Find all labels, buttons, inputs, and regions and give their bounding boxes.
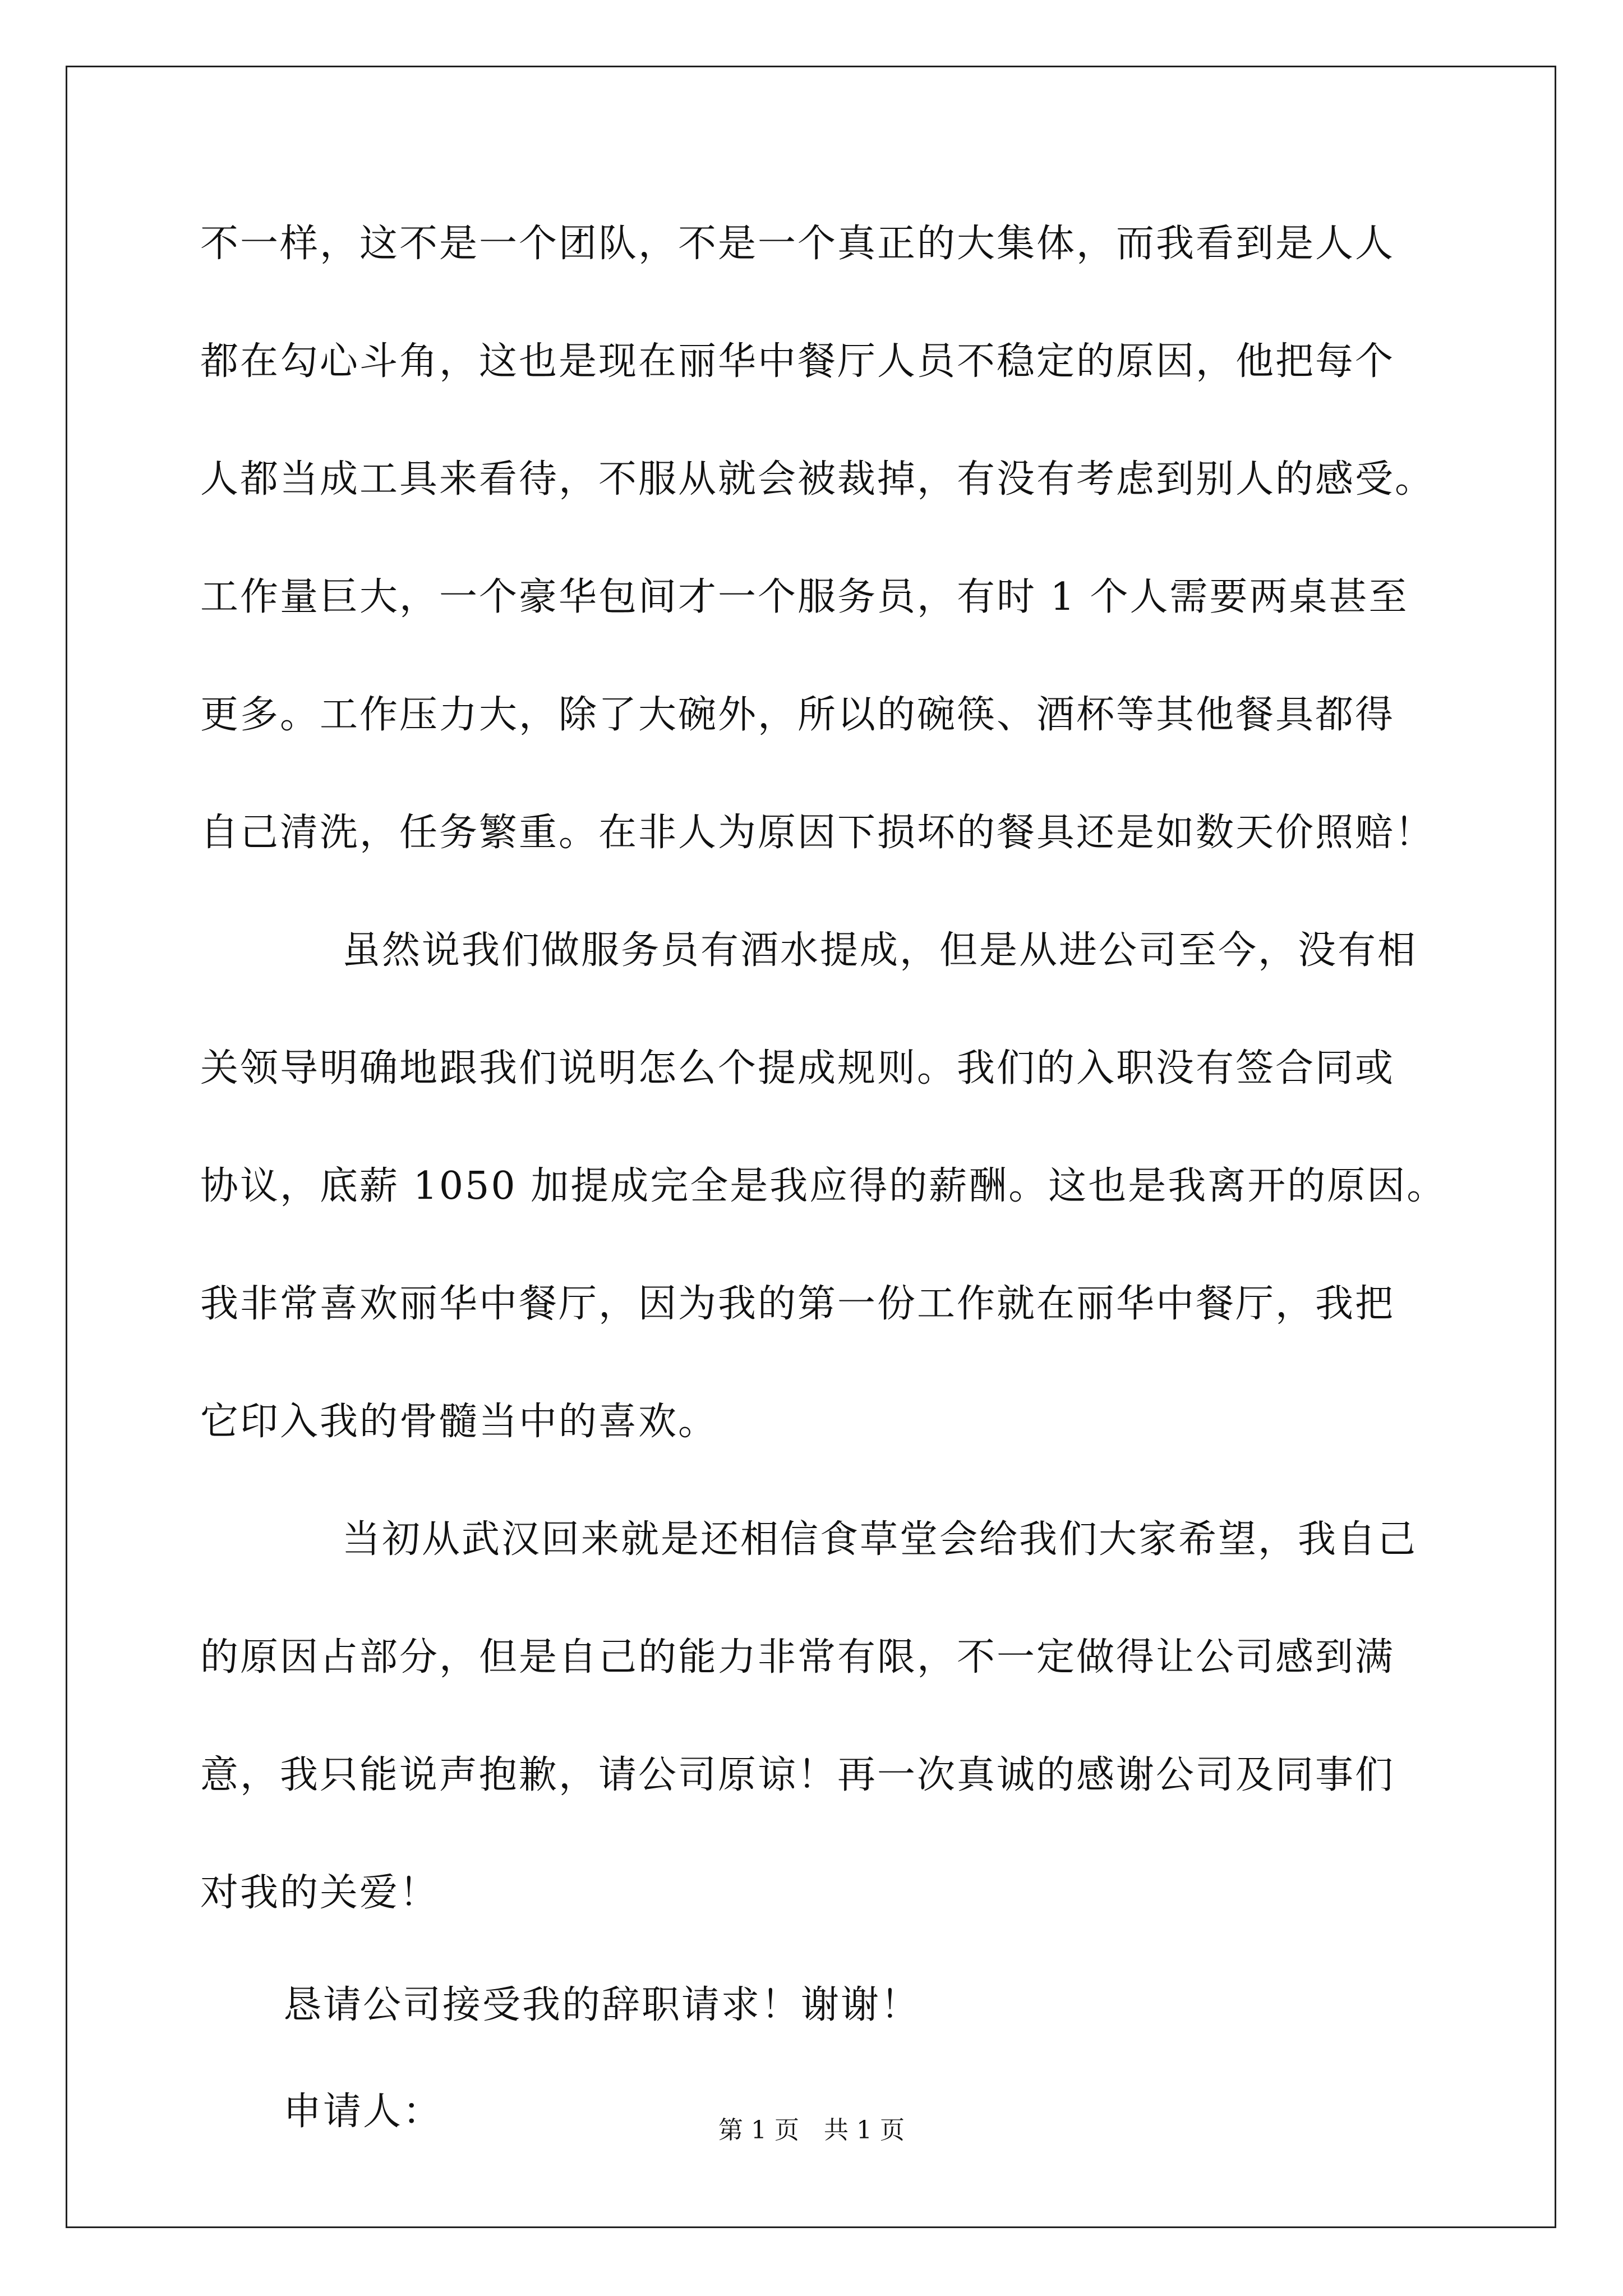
- paragraph-line: 自己清洗，任务繁重。在非人为原因下损坏的餐具还是如数天价照赔！: [200, 811, 1435, 855]
- paragraph-line: 我非常喜欢丽华中餐厅，因为我的第一份工作就在丽华中餐厅，我把: [200, 1282, 1395, 1326]
- paragraph-line: 更多。工作压力大，除了大碗外，所以的碗筷、酒杯等其他餐具都得: [200, 693, 1395, 737]
- applicant-label: 申请人：: [283, 2090, 443, 2134]
- paragraph-line: 工作量巨大，一个豪华包间才一个服务员，有时 1 个人需要两桌甚至: [200, 575, 1409, 619]
- page-number: 第 1 页 共 1 页: [718, 2116, 905, 2145]
- paragraph-line: 它印入我的骨髓当中的喜欢。: [200, 1400, 718, 1444]
- paragraph-line: 对我的关爱！: [200, 1871, 440, 1915]
- paragraph-line: 的原因占部分，但是自己的能力非常有限，不一定做得让公司感到满: [200, 1635, 1395, 1680]
- paragraph-line: 关领导明确地跟我们说明怎么个提成规则。我们的入职没有签合同或: [200, 1046, 1395, 1091]
- paragraph-line: 当初从武汉回来就是还相信食草堂会给我们大家希望，我自己: [342, 1517, 1418, 1562]
- paragraph-line: 意，我只能说声抱歉，请公司原谅！再一次真诚的感谢公司及同事们: [200, 1753, 1395, 1797]
- paragraph-line: 人都当成工具来看待，不服从就会被裁掉，有没有考虑到别人的感受。: [200, 457, 1435, 501]
- closing-line: 恳请公司接受我的辞职请求！谢谢！: [283, 1983, 921, 2027]
- paragraph-line: 都在勾心斗角，这也是现在丽华中餐厅人员不稳定的原因，他把每个: [200, 339, 1395, 384]
- paragraph-line: 不一样，这不是一个团队，不是一个真正的大集体，而我看到是人人: [200, 222, 1395, 266]
- paragraph-line: 协议，底薪 1050 加提成完全是我应得的薪酬。这也是我离开的原因。: [200, 1164, 1447, 1208]
- paragraph-line: 虽然说我们做服务员有酒水提成，但是从进公司至今，没有相: [342, 928, 1418, 973]
